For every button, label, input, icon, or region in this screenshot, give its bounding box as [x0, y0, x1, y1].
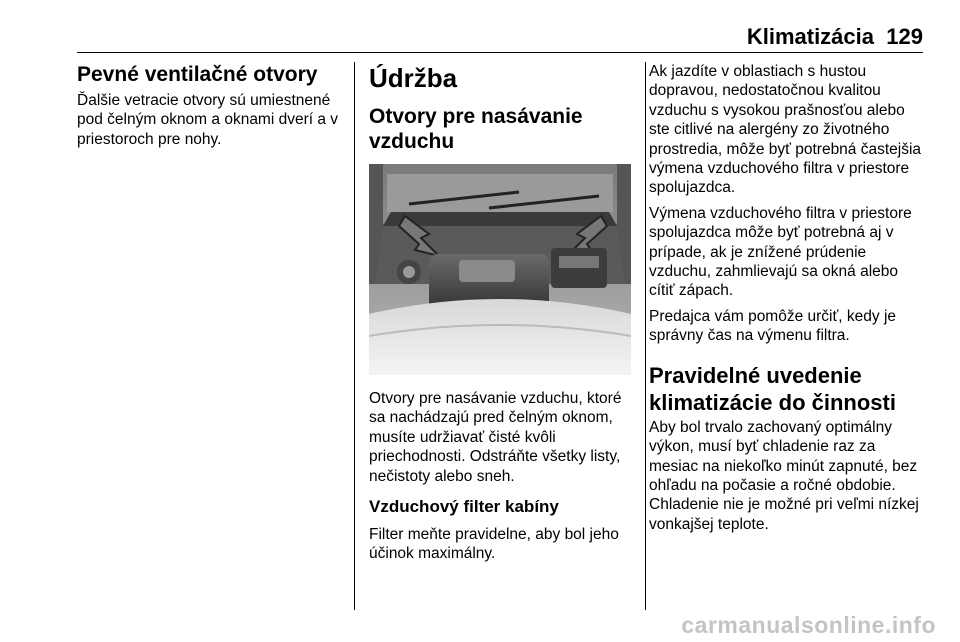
header-rule	[77, 52, 923, 53]
column-2	[369, 62, 635, 564]
page-number: 129	[886, 24, 923, 49]
filter-conditions-paragraph: Ak jazdíte v oblastiach s hustou dopravou, nedostatočnou kvalitou vzduchu s vysokou prašnosťou alebo ste citlivé na alergény zo životného prostredia, môže byť potrebná častejšia výmena vzduchového filtra v priestore spolujazdca.	[649, 63, 922, 197]
column-3	[649, 62, 927, 534]
regular-operation-paragraph: Aby bol trvalo zachovaný optimálny výkon, musí byť chladenie raz za mesiac na niekoľko minút zapnuté, bez ohľadu na počasie a ročné obdobie. Chladenie nie je možné pri veľmi nízkej vonkajšej teplote.	[649, 418, 919, 533]
column-1	[77, 62, 342, 149]
column-divider-2	[645, 62, 646, 610]
subheading-cabin-filter: Vzduchový filter kabíny	[369, 497, 559, 517]
cabin-filter-paragraph: Filter meňte pravidelne, aby bol jeho účinok maximálny.	[369, 526, 619, 563]
engine-bay-photo	[369, 164, 631, 375]
air-intake-paragraph: Otvory pre nasávanie vzduchu, ktoré sa nachádzajú pred čelným oknom, musíte udržiavať čisté kvôli priechodnosti. Odstráňte všetky listy, nečistoty alebo sneh.	[369, 390, 622, 485]
dealer-advice-paragraph: Predajca vám pomôže určiť, kedy je správny čas na výmenu filtra.	[649, 307, 897, 345]
section-heading-fixed-vents: Pevné ventilačné otvory	[77, 63, 318, 86]
chapter-title: Klimatizácia	[746, 24, 874, 49]
section-heading-regular-operation: Pravidelné uvedenie klimatizácie do činnosti	[649, 362, 896, 415]
watermark: carmanualsonline.info	[681, 612, 936, 638]
section-title-maintenance: Údržba	[369, 63, 458, 93]
subheading-air-intake: Otvory pre nasávanie vzduchu	[369, 105, 583, 153]
filter-replacement-paragraph: Výmena vzduchového filtra v priestore spolujazdca môže byť potrebná aj v prípade, ak je znížené prúdenie vzduchu, zahmlievajú sa okná alebo cítiť zápach.	[649, 204, 912, 300]
column-divider-1	[354, 62, 355, 610]
fixed-vents-paragraph: Ďalšie vetracie otvory sú umiestnené pod čelným oknom a oknami dverí a v priestoroch pre nohy.	[77, 92, 339, 148]
